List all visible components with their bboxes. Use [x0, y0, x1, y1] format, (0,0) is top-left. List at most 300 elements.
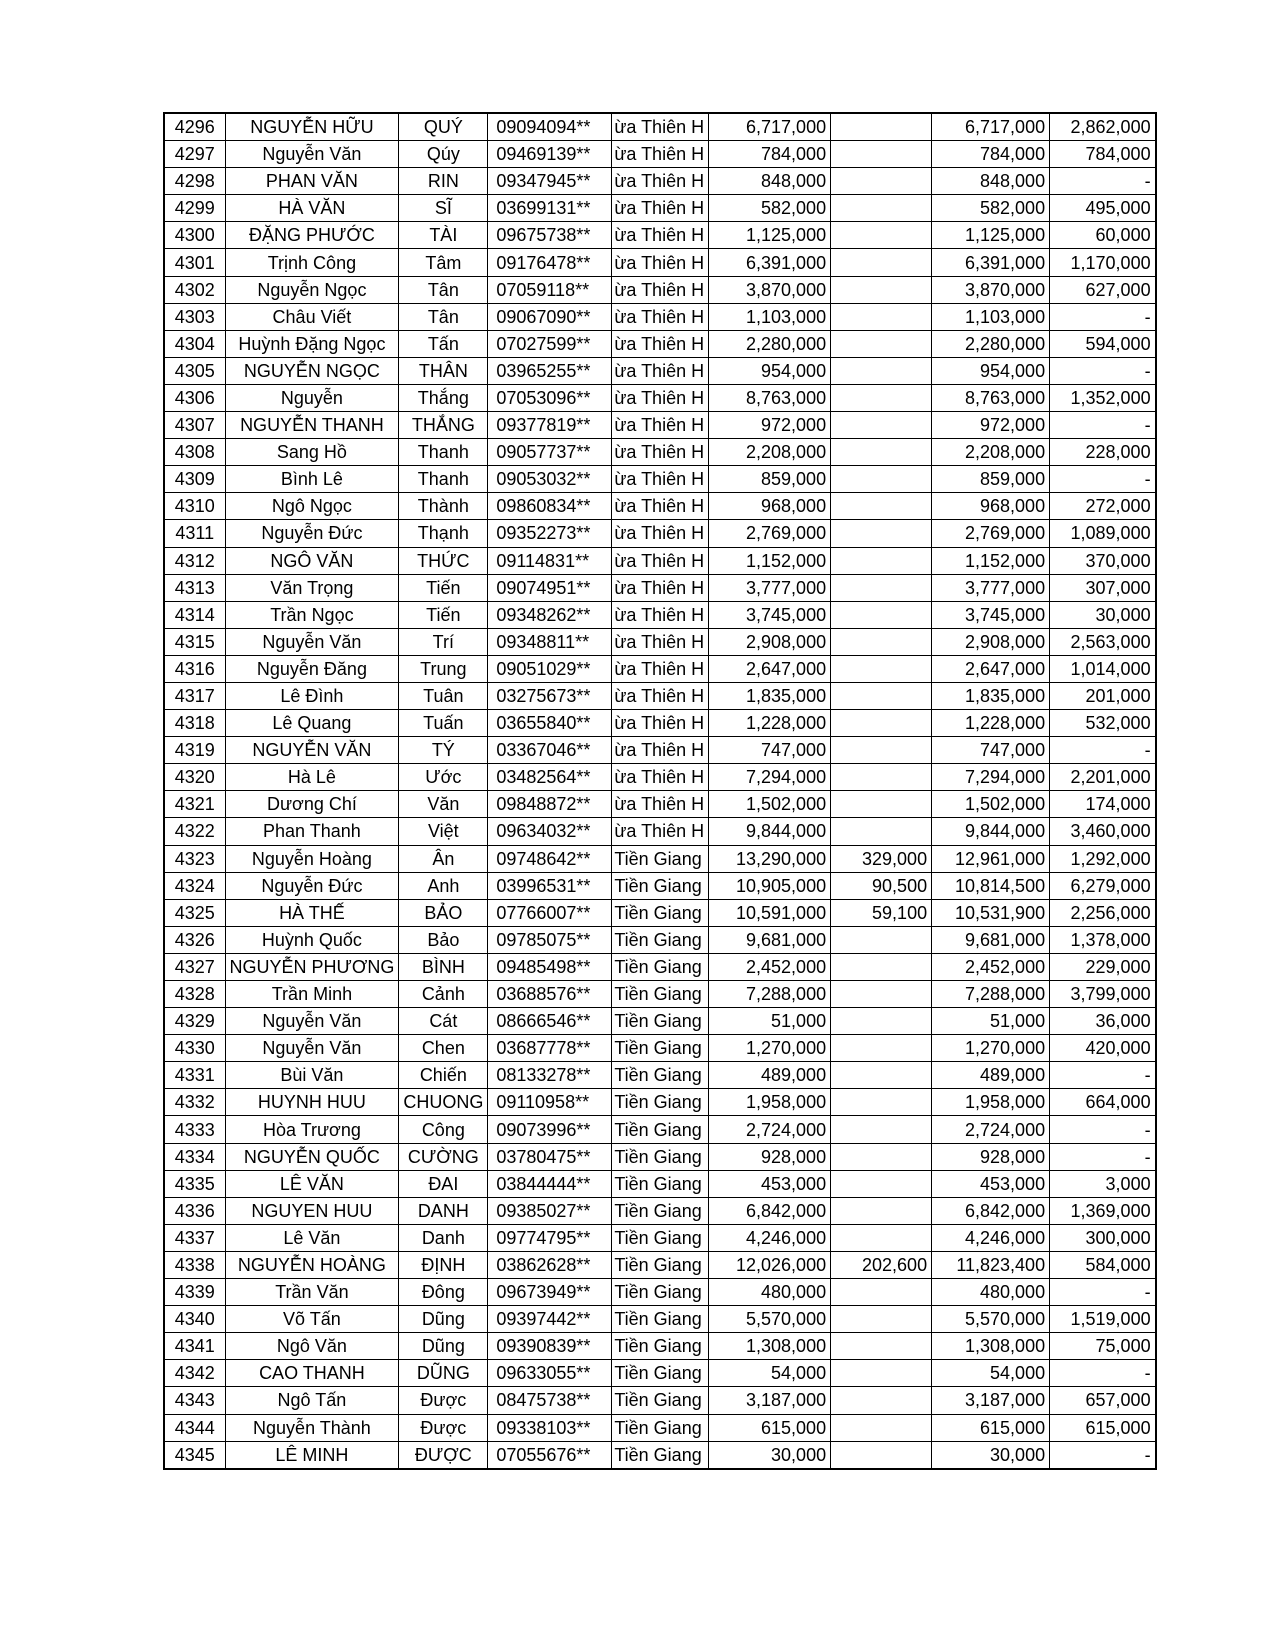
- cell-phone: 09053032**: [488, 466, 612, 493]
- table-row: [164, 466, 1156, 493]
- cell-first-name: Thành: [399, 493, 488, 520]
- table-row: [164, 1224, 1156, 1251]
- cell-amount: 10,905,000: [709, 872, 831, 899]
- cell-deduction: [831, 710, 932, 737]
- cell-region: ừa Thiên H: [612, 628, 709, 655]
- cell-index: 4308: [164, 439, 225, 466]
- cell-region: ừa Thiên H: [612, 818, 709, 845]
- cell-last-name: NGUYỄN THANH: [225, 412, 399, 439]
- cell-region: Tiền Giang: [612, 1197, 709, 1224]
- cell-amount: 2,908,000: [709, 628, 831, 655]
- cell-deduction: [831, 303, 932, 330]
- cell-last-name: Ngô Văn: [225, 1333, 399, 1360]
- cell-last-name: Châu Viết: [225, 303, 399, 330]
- table-row: [164, 710, 1156, 737]
- cell-amount: 954,000: [709, 357, 831, 384]
- table-row: [164, 141, 1156, 168]
- cell-paid: 307,000: [1050, 574, 1156, 601]
- cell-first-name: SĨ: [399, 195, 488, 222]
- cell-phone: 03965255**: [488, 357, 612, 384]
- table-row: [164, 357, 1156, 384]
- cell-first-name: Thạnh: [399, 520, 488, 547]
- cell-amount: 3,187,000: [709, 1387, 831, 1414]
- cell-region: ừa Thiên H: [612, 141, 709, 168]
- cell-paid: 3,799,000: [1050, 981, 1156, 1008]
- cell-region: Tiền Giang: [612, 1306, 709, 1333]
- cell-index: 4332: [164, 1089, 225, 1116]
- table-row: [164, 1197, 1156, 1224]
- cell-paid: 1,352,000: [1050, 384, 1156, 411]
- cell-phone: 03844444**: [488, 1170, 612, 1197]
- cell-first-name: Thắng: [399, 384, 488, 411]
- cell-region: ừa Thiên H: [612, 384, 709, 411]
- cell-last-name: Nguyễn Đăng: [225, 655, 399, 682]
- cell-amount: 2,208,000: [709, 439, 831, 466]
- cell-region: Tiền Giang: [612, 1360, 709, 1387]
- cell-paid: 229,000: [1050, 953, 1156, 980]
- cell-region: ừa Thiên H: [612, 195, 709, 222]
- cell-first-name: Dũng: [399, 1333, 488, 1360]
- cell-last-name: Hòa Trương: [225, 1116, 399, 1143]
- cell-paid: 584,000: [1050, 1251, 1156, 1278]
- cell-deduction: [831, 791, 932, 818]
- cell-last-name: Nguyễn Đức: [225, 872, 399, 899]
- cell-region: Tiền Giang: [612, 845, 709, 872]
- cell-index: 4319: [164, 737, 225, 764]
- cell-index: 4302: [164, 276, 225, 303]
- cell-region: ừa Thiên H: [612, 547, 709, 574]
- cell-phone: 09352273**: [488, 520, 612, 547]
- cell-amount: 1,125,000: [709, 222, 831, 249]
- cell-index: 4296: [164, 113, 225, 141]
- data-table: [163, 112, 1157, 1470]
- cell-first-name: Anh: [399, 872, 488, 899]
- cell-index: 4316: [164, 655, 225, 682]
- cell-region: Tiền Giang: [612, 1089, 709, 1116]
- cell-net-amount: 954,000: [932, 357, 1050, 384]
- cell-net-amount: 7,288,000: [932, 981, 1050, 1008]
- cell-region: ừa Thiên H: [612, 574, 709, 601]
- cell-phone: 03367046**: [488, 737, 612, 764]
- cell-amount: 615,000: [709, 1414, 831, 1441]
- table-row: [164, 412, 1156, 439]
- cell-first-name: ĐƯỢC: [399, 1441, 488, 1469]
- cell-amount: 9,681,000: [709, 926, 831, 953]
- cell-last-name: Nguyễn Ngọc: [225, 276, 399, 303]
- cell-net-amount: 2,647,000: [932, 655, 1050, 682]
- cell-net-amount: 2,908,000: [932, 628, 1050, 655]
- cell-region: Tiền Giang: [612, 981, 709, 1008]
- cell-phone: 03482564**: [488, 764, 612, 791]
- cell-phone: 09338103**: [488, 1414, 612, 1441]
- cell-first-name: QUÝ: [399, 113, 488, 141]
- cell-phone: 09051029**: [488, 655, 612, 682]
- cell-amount: 9,844,000: [709, 818, 831, 845]
- cell-deduction: [831, 953, 932, 980]
- cell-paid: -: [1050, 1143, 1156, 1170]
- table-row: [164, 1387, 1156, 1414]
- cell-deduction: [831, 1387, 932, 1414]
- cell-net-amount: 1,958,000: [932, 1089, 1050, 1116]
- cell-net-amount: 3,777,000: [932, 574, 1050, 601]
- cell-first-name: ĐAI: [399, 1170, 488, 1197]
- cell-amount: 1,228,000: [709, 710, 831, 737]
- cell-amount: 2,769,000: [709, 520, 831, 547]
- cell-paid: 532,000: [1050, 710, 1156, 737]
- cell-paid: 1,170,000: [1050, 249, 1156, 276]
- cell-deduction: [831, 628, 932, 655]
- table-row: [164, 493, 1156, 520]
- cell-last-name: Nguyễn Văn: [225, 1008, 399, 1035]
- cell-deduction: [831, 439, 932, 466]
- cell-phone: 09848872**: [488, 791, 612, 818]
- cell-index: 4299: [164, 195, 225, 222]
- cell-net-amount: 2,208,000: [932, 439, 1050, 466]
- cell-phone: 09385027**: [488, 1197, 612, 1224]
- cell-index: 4324: [164, 872, 225, 899]
- cell-paid: 228,000: [1050, 439, 1156, 466]
- table-row: [164, 764, 1156, 791]
- cell-net-amount: 480,000: [932, 1279, 1050, 1306]
- cell-first-name: THỨC: [399, 547, 488, 574]
- cell-region: Tiền Giang: [612, 1333, 709, 1360]
- cell-deduction: [831, 141, 932, 168]
- cell-amount: 8,763,000: [709, 384, 831, 411]
- cell-phone: 08666546**: [488, 1008, 612, 1035]
- cell-paid: 615,000: [1050, 1414, 1156, 1441]
- cell-index: 4322: [164, 818, 225, 845]
- cell-deduction: [831, 357, 932, 384]
- cell-last-name: Sang Hồ: [225, 439, 399, 466]
- cell-deduction: [831, 1224, 932, 1251]
- cell-first-name: DŨNG: [399, 1360, 488, 1387]
- cell-net-amount: 9,844,000: [932, 818, 1050, 845]
- cell-net-amount: 1,308,000: [932, 1333, 1050, 1360]
- cell-first-name: Công: [399, 1116, 488, 1143]
- cell-first-name: BẢO: [399, 899, 488, 926]
- cell-last-name: Nguyễn Văn: [225, 1035, 399, 1062]
- cell-last-name: Phan Thanh: [225, 818, 399, 845]
- cell-index: 4312: [164, 547, 225, 574]
- cell-phone: 09067090**: [488, 303, 612, 330]
- cell-deduction: [831, 1333, 932, 1360]
- cell-first-name: Thanh: [399, 439, 488, 466]
- cell-phone: 03862628**: [488, 1251, 612, 1278]
- cell-deduction: [831, 655, 932, 682]
- cell-index: 4311: [164, 520, 225, 547]
- cell-last-name: LÊ MINH: [225, 1441, 399, 1469]
- cell-region: Tiền Giang: [612, 1062, 709, 1089]
- cell-region: Tiền Giang: [612, 926, 709, 953]
- cell-region: Tiền Giang: [612, 1414, 709, 1441]
- cell-last-name: Lê Quang: [225, 710, 399, 737]
- cell-amount: 480,000: [709, 1279, 831, 1306]
- cell-paid: 2,862,000: [1050, 113, 1156, 141]
- cell-region: ừa Thiên H: [612, 303, 709, 330]
- cell-deduction: [831, 1441, 932, 1469]
- cell-first-name: Tân: [399, 276, 488, 303]
- cell-amount: 3,870,000: [709, 276, 831, 303]
- table-row: [164, 520, 1156, 547]
- cell-index: 4329: [164, 1008, 225, 1035]
- cell-amount: 3,777,000: [709, 574, 831, 601]
- cell-amount: 2,280,000: [709, 330, 831, 357]
- cell-net-amount: 11,823,400: [932, 1251, 1050, 1278]
- cell-index: 4307: [164, 412, 225, 439]
- cell-region: ừa Thiên H: [612, 737, 709, 764]
- cell-index: 4320: [164, 764, 225, 791]
- cell-phone: 09633055**: [488, 1360, 612, 1387]
- cell-phone: 09114831**: [488, 547, 612, 574]
- cell-paid: 1,089,000: [1050, 520, 1156, 547]
- cell-deduction: [831, 737, 932, 764]
- cell-index: 4336: [164, 1197, 225, 1224]
- cell-index: 4325: [164, 899, 225, 926]
- cell-last-name: NGÔ VĂN: [225, 547, 399, 574]
- cell-index: 4330: [164, 1035, 225, 1062]
- cell-amount: 30,000: [709, 1441, 831, 1469]
- table-row: [164, 628, 1156, 655]
- cell-index: 4306: [164, 384, 225, 411]
- cell-paid: -: [1050, 168, 1156, 195]
- cell-paid: 272,000: [1050, 493, 1156, 520]
- cell-first-name: DANH: [399, 1197, 488, 1224]
- cell-last-name: ĐẶNG PHƯỚC: [225, 222, 399, 249]
- cell-paid: -: [1050, 303, 1156, 330]
- cell-paid: 201,000: [1050, 682, 1156, 709]
- table-row: [164, 168, 1156, 195]
- cell-region: ừa Thiên H: [612, 601, 709, 628]
- table-row: [164, 1251, 1156, 1278]
- cell-first-name: RIN: [399, 168, 488, 195]
- table-row: [164, 574, 1156, 601]
- cell-net-amount: 6,391,000: [932, 249, 1050, 276]
- cell-net-amount: 2,280,000: [932, 330, 1050, 357]
- cell-region: ừa Thiên H: [612, 249, 709, 276]
- cell-index: 4318: [164, 710, 225, 737]
- cell-region: Tiền Giang: [612, 1116, 709, 1143]
- cell-phone: 09347945**: [488, 168, 612, 195]
- cell-deduction: [831, 493, 932, 520]
- cell-paid: -: [1050, 737, 1156, 764]
- cell-index: 4314: [164, 601, 225, 628]
- cell-deduction: [831, 384, 932, 411]
- cell-phone: 08133278**: [488, 1062, 612, 1089]
- cell-first-name: Được: [399, 1387, 488, 1414]
- cell-paid: 495,000: [1050, 195, 1156, 222]
- cell-index: 4310: [164, 493, 225, 520]
- cell-amount: 2,452,000: [709, 953, 831, 980]
- cell-net-amount: 54,000: [932, 1360, 1050, 1387]
- cell-index: 4338: [164, 1251, 225, 1278]
- cell-index: 4305: [164, 357, 225, 384]
- table-row: [164, 926, 1156, 953]
- cell-last-name: NGUYỄN QUỐC: [225, 1143, 399, 1170]
- cell-phone: 09348811**: [488, 628, 612, 655]
- cell-net-amount: 4,246,000: [932, 1224, 1050, 1251]
- cell-first-name: Đông: [399, 1279, 488, 1306]
- cell-phone: 03699131**: [488, 195, 612, 222]
- cell-net-amount: 7,294,000: [932, 764, 1050, 791]
- cell-deduction: [831, 195, 932, 222]
- cell-net-amount: 9,681,000: [932, 926, 1050, 953]
- cell-phone: 09748642**: [488, 845, 612, 872]
- cell-deduction: [831, 1143, 932, 1170]
- cell-net-amount: 1,835,000: [932, 682, 1050, 709]
- cell-net-amount: 5,570,000: [932, 1306, 1050, 1333]
- cell-last-name: Võ Tấn: [225, 1306, 399, 1333]
- cell-paid: 1,378,000: [1050, 926, 1156, 953]
- cell-paid: 3,000: [1050, 1170, 1156, 1197]
- cell-phone: 09390839**: [488, 1333, 612, 1360]
- cell-phone: 07027599**: [488, 330, 612, 357]
- cell-index: 4341: [164, 1333, 225, 1360]
- cell-net-amount: 928,000: [932, 1143, 1050, 1170]
- cell-phone: 03275673**: [488, 682, 612, 709]
- cell-last-name: NGUYEN HUU: [225, 1197, 399, 1224]
- table-row: [164, 439, 1156, 466]
- table-row: [164, 113, 1156, 141]
- cell-first-name: THÂN: [399, 357, 488, 384]
- table-row: [164, 981, 1156, 1008]
- cell-region: ừa Thiên H: [612, 330, 709, 357]
- cell-amount: 3,745,000: [709, 601, 831, 628]
- cell-deduction: [831, 1306, 932, 1333]
- cell-deduction: [831, 1008, 932, 1035]
- cell-net-amount: 2,724,000: [932, 1116, 1050, 1143]
- cell-index: 4342: [164, 1360, 225, 1387]
- cell-paid: 1,292,000: [1050, 845, 1156, 872]
- cell-deduction: [831, 1197, 932, 1224]
- cell-last-name: LÊ VĂN: [225, 1170, 399, 1197]
- cell-amount: 6,717,000: [709, 113, 831, 141]
- cell-deduction: [831, 1116, 932, 1143]
- cell-phone: 07053096**: [488, 384, 612, 411]
- cell-last-name: Nguyễn Thành: [225, 1414, 399, 1441]
- cell-index: 4297: [164, 141, 225, 168]
- cell-first-name: Tâm: [399, 249, 488, 276]
- cell-net-amount: 1,228,000: [932, 710, 1050, 737]
- cell-amount: 1,958,000: [709, 1089, 831, 1116]
- cell-phone: 07059118**: [488, 276, 612, 303]
- cell-paid: 60,000: [1050, 222, 1156, 249]
- cell-last-name: Huỳnh Đặng Ngọc: [225, 330, 399, 357]
- cell-amount: 848,000: [709, 168, 831, 195]
- cell-first-name: Tuấn: [399, 710, 488, 737]
- cell-first-name: Dũng: [399, 1306, 488, 1333]
- cell-phone: 09485498**: [488, 953, 612, 980]
- cell-deduction: 59,100: [831, 899, 932, 926]
- cell-amount: 1,308,000: [709, 1333, 831, 1360]
- cell-last-name: HÀ THẾ: [225, 899, 399, 926]
- cell-index: 4317: [164, 682, 225, 709]
- cell-index: 4335: [164, 1170, 225, 1197]
- table-row: [164, 601, 1156, 628]
- cell-index: 4343: [164, 1387, 225, 1414]
- cell-net-amount: 3,187,000: [932, 1387, 1050, 1414]
- table-row: [164, 682, 1156, 709]
- table-row: [164, 303, 1156, 330]
- cell-amount: 1,103,000: [709, 303, 831, 330]
- cell-phone: 08475738**: [488, 1387, 612, 1414]
- cell-last-name: Nguyễn Văn: [225, 141, 399, 168]
- cell-paid: 420,000: [1050, 1035, 1156, 1062]
- cell-index: 4313: [164, 574, 225, 601]
- cell-deduction: [831, 330, 932, 357]
- cell-paid: -: [1050, 466, 1156, 493]
- cell-first-name: THẮNG: [399, 412, 488, 439]
- cell-last-name: CAO THANH: [225, 1360, 399, 1387]
- cell-phone: 09397442**: [488, 1306, 612, 1333]
- cell-deduction: [831, 1360, 932, 1387]
- cell-last-name: Trần Minh: [225, 981, 399, 1008]
- cell-phone: 03688576**: [488, 981, 612, 1008]
- cell-last-name: HÀ VĂN: [225, 195, 399, 222]
- cell-net-amount: 615,000: [932, 1414, 1050, 1441]
- cell-deduction: [831, 1089, 932, 1116]
- cell-first-name: Văn: [399, 791, 488, 818]
- cell-deduction: [831, 1170, 932, 1197]
- cell-first-name: ĐỊNH: [399, 1251, 488, 1278]
- cell-amount: 2,724,000: [709, 1116, 831, 1143]
- cell-net-amount: 6,842,000: [932, 1197, 1050, 1224]
- cell-last-name: NGUYỄN HỮU: [225, 113, 399, 141]
- cell-region: Tiền Giang: [612, 1441, 709, 1469]
- cell-last-name: Trần Văn: [225, 1279, 399, 1306]
- cell-deduction: [831, 818, 932, 845]
- cell-paid: 594,000: [1050, 330, 1156, 357]
- cell-paid: 664,000: [1050, 1089, 1156, 1116]
- cell-index: 4300: [164, 222, 225, 249]
- cell-amount: 928,000: [709, 1143, 831, 1170]
- table-row: [164, 1360, 1156, 1387]
- cell-amount: 968,000: [709, 493, 831, 520]
- table-row: [164, 547, 1156, 574]
- cell-index: 4339: [164, 1279, 225, 1306]
- cell-last-name: Nguyễn Đức: [225, 520, 399, 547]
- cell-deduction: [831, 926, 932, 953]
- cell-paid: 784,000: [1050, 141, 1156, 168]
- cell-region: ừa Thiên H: [612, 168, 709, 195]
- table-row: [164, 1116, 1156, 1143]
- cell-paid: 1,369,000: [1050, 1197, 1156, 1224]
- cell-paid: 370,000: [1050, 547, 1156, 574]
- cell-first-name: Danh: [399, 1224, 488, 1251]
- cell-net-amount: 2,452,000: [932, 953, 1050, 980]
- cell-region: ừa Thiên H: [612, 113, 709, 141]
- cell-phone: 09675738**: [488, 222, 612, 249]
- cell-index: 4323: [164, 845, 225, 872]
- cell-paid: -: [1050, 1116, 1156, 1143]
- cell-amount: 784,000: [709, 141, 831, 168]
- cell-phone: 03996531**: [488, 872, 612, 899]
- cell-amount: 12,026,000: [709, 1251, 831, 1278]
- cell-phone: 03655840**: [488, 710, 612, 737]
- cell-last-name: NGUYỄN HOÀNG: [225, 1251, 399, 1278]
- cell-first-name: Bảo: [399, 926, 488, 953]
- cell-deduction: [831, 520, 932, 547]
- cell-region: ừa Thiên H: [612, 466, 709, 493]
- cell-last-name: Bình Lê: [225, 466, 399, 493]
- table-row: [164, 1279, 1156, 1306]
- table-row: [164, 953, 1156, 980]
- cell-index: 4304: [164, 330, 225, 357]
- cell-last-name: NGUYỄN VĂN: [225, 737, 399, 764]
- cell-net-amount: 489,000: [932, 1062, 1050, 1089]
- cell-region: ừa Thiên H: [612, 791, 709, 818]
- cell-amount: 972,000: [709, 412, 831, 439]
- cell-paid: -: [1050, 1360, 1156, 1387]
